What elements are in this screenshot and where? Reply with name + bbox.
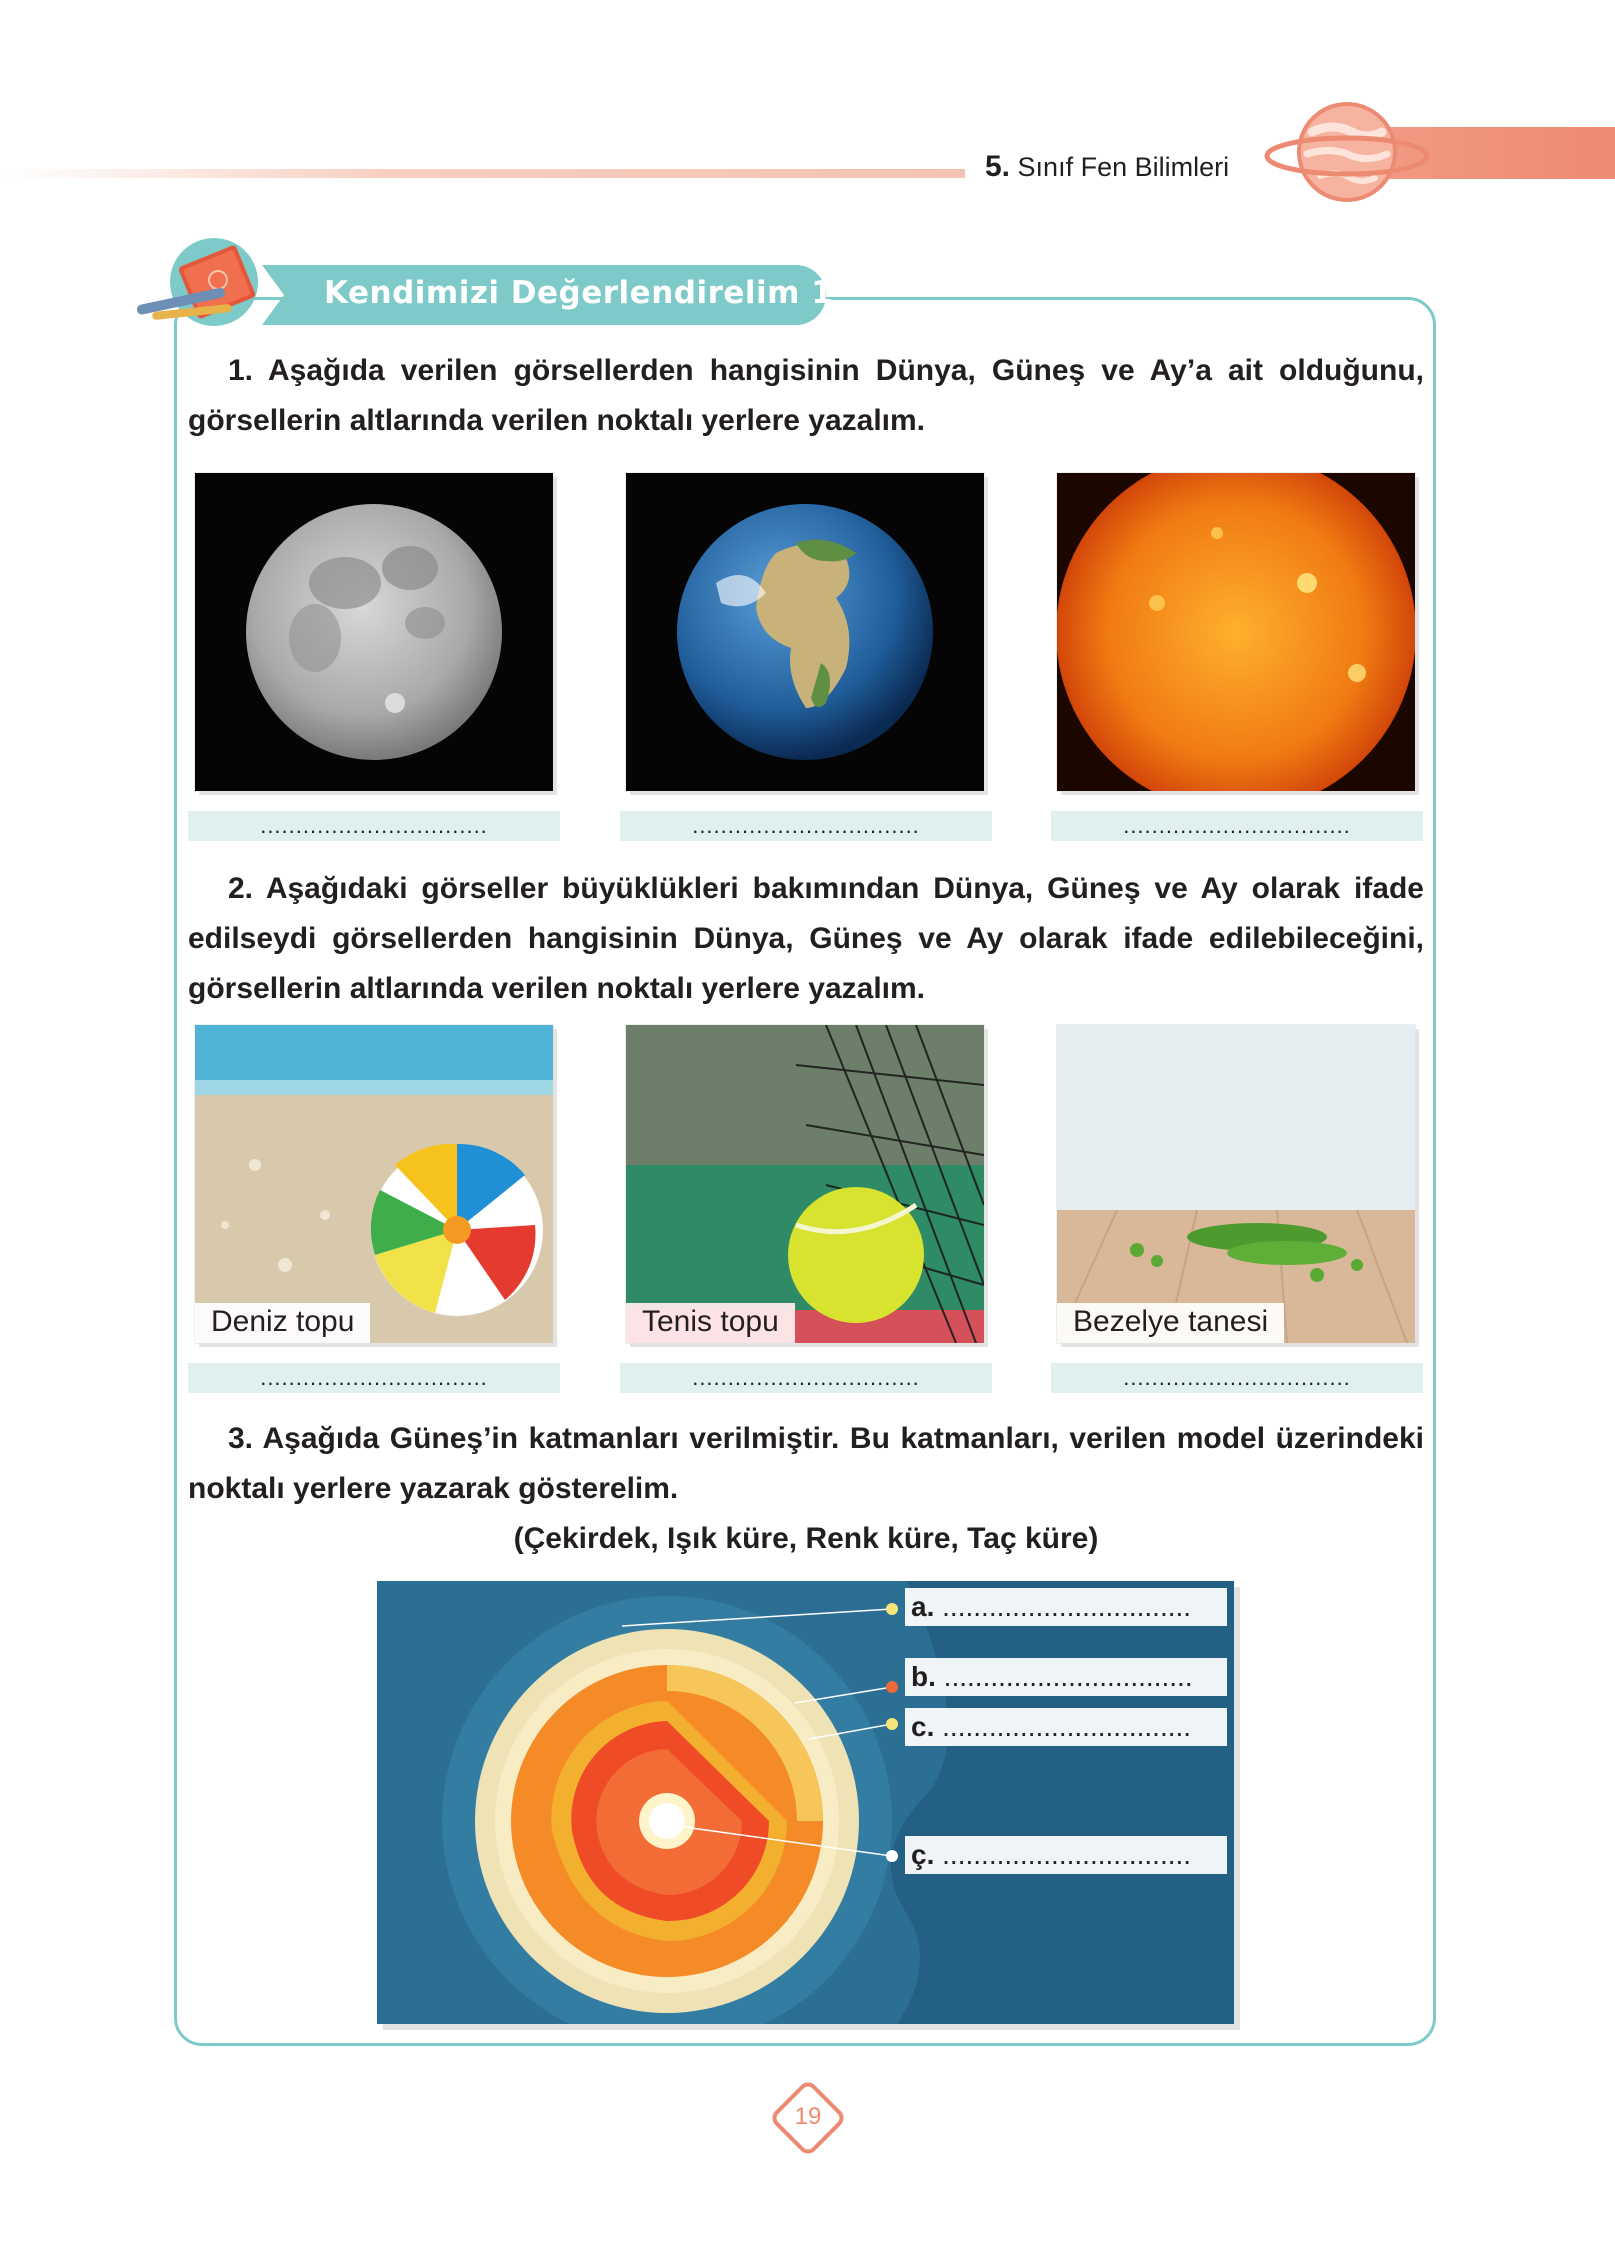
tennis-ball-photo	[626, 1025, 984, 1343]
question-1-number: 1.	[228, 354, 254, 387]
book-title	[985, 150, 1229, 184]
planet-icon	[1262, 92, 1432, 212]
question-3-text	[188, 1414, 1424, 1514]
q1-answer-blank-1[interactable]: ................................	[188, 811, 560, 841]
question-3-number: 3.	[228, 1422, 254, 1455]
layer-label-b[interactable]: b. ................................	[905, 1658, 1227, 1696]
layer-label-a[interactable]: a. ................................	[905, 1588, 1227, 1626]
grade-number: 5.	[985, 150, 1011, 183]
sun-photo	[1057, 473, 1415, 791]
beach-ball-photo	[195, 1025, 553, 1343]
header-rule	[0, 169, 965, 178]
pea-caption: Bezelye tanesi	[1057, 1303, 1284, 1343]
moon-photo	[195, 473, 553, 791]
q1-answer-blank-2[interactable]: ................................	[620, 811, 992, 841]
q1-answer-blank-3[interactable]: ................................	[1051, 811, 1423, 841]
subject-name: Sınıf Fen Bilimleri	[1017, 152, 1230, 182]
beach-ball-caption: Deniz topu	[195, 1303, 370, 1343]
tennis-ball-caption: Tenis topu	[626, 1303, 795, 1343]
q2-answer-blank-3[interactable]: ................................	[1051, 1363, 1423, 1393]
question-2-number: 2.	[228, 872, 254, 905]
question-3-options: (Çekirdek, Işık küre, Renk küre, Taç küre)	[513, 1522, 1099, 1555]
q2-answer-blank-2[interactable]: ................................	[620, 1363, 992, 1393]
question-2-body: Aşağıdaki görseller büyüklükleri bakımından Dünya, Güneş ve Ay olarak ifade edilseydi görsellerden hangisinin Dünya, Güneş ve Ay olarak ifade edilebileceğini, görsellerin altlarında verilen noktalı yerlere yazalım.	[188, 872, 1424, 1005]
layer-label-c-cedilla[interactable]: ç. ................................	[905, 1836, 1227, 1874]
question-3-body: Aşağıda Güneş’in katmanları verilmiştir. Bu katmanları, verilen model üzerindeki noktalı yerlere yazarak gösterelim.	[188, 1422, 1424, 1505]
sun-layers-model	[377, 1581, 1234, 2024]
layer-label-c[interactable]: c. ................................	[905, 1708, 1227, 1746]
question-2-text	[188, 864, 1424, 1014]
page-number: 19	[794, 2103, 822, 2130]
q2-answer-blank-1[interactable]: ................................	[188, 1363, 560, 1393]
question-1-body: Aşağıda verilen görsellerden hangisinin Dünya, Güneş ve Ay’a ait olduğunu, görsellerin altlarında verilen noktalı yerlere yazalım.	[188, 354, 1424, 437]
pea-photo	[1057, 1025, 1415, 1343]
question-1-text	[188, 346, 1424, 446]
notebook-icon	[132, 236, 282, 336]
section-title: Kendimizi Değerlendirelim 1	[324, 275, 834, 311]
earth-photo	[626, 473, 984, 791]
